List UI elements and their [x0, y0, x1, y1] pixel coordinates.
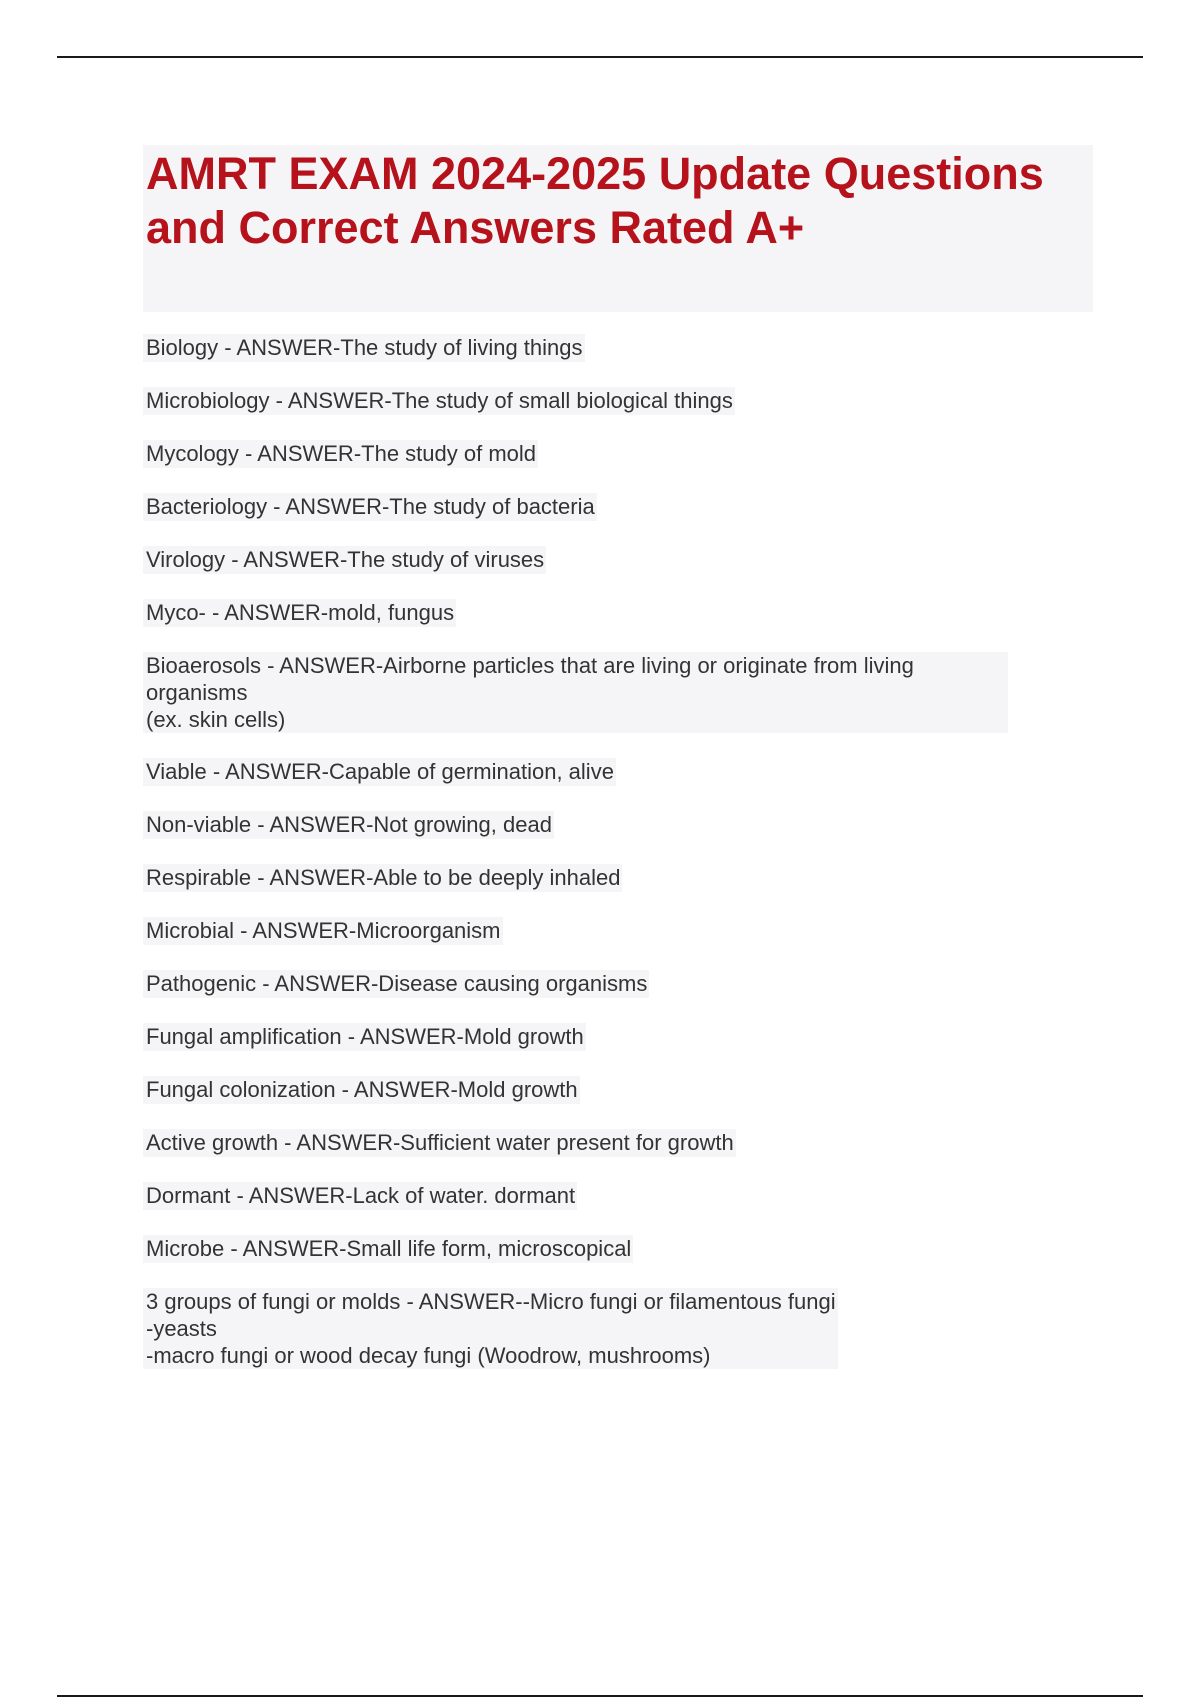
qa-row [143, 786, 1093, 839]
qa-entry: Dormant - ANSWER-Lack of water. dormant [143, 1182, 577, 1210]
qa-row [143, 468, 1093, 521]
qa-row [143, 627, 1093, 733]
qa-entry: Biology - ANSWER-The study of living things [143, 334, 585, 362]
qa-entry: Non-viable - ANSWER-Not growing, dead [143, 811, 554, 839]
qa-row [143, 521, 1093, 574]
qa-entry: 3 groups of fungi or molds - ANSWER--Micro fungi or filamentous fungi -yeasts -macro fungi or wood decay fungi (Woodrow, mushrooms) [143, 1288, 838, 1369]
qa-row [143, 839, 1093, 892]
qa-entry: Fungal colonization - ANSWER-Mold growth [143, 1076, 580, 1104]
qa-entry: Bioaerosols - ANSWER-Airborne particles that are living or originate from living organisms (ex. skin cells) [143, 652, 1008, 733]
qa-entry: Bacteriology - ANSWER-The study of bacteria [143, 493, 597, 521]
qa-entry: Mycology - ANSWER-The study of mold [143, 440, 538, 468]
qa-entry: Viable - ANSWER-Capable of germination, alive [143, 758, 616, 786]
qa-row [143, 312, 1093, 362]
document-title: AMRT EXAM 2024-2025 Update Questions and Correct Answers Rated A+ [146, 148, 1044, 253]
qa-entry: Fungal amplification - ANSWER-Mold growth [143, 1023, 586, 1051]
qa-row [143, 574, 1093, 627]
qa-row [143, 892, 1093, 945]
qa-row [143, 1157, 1093, 1210]
qa-entry: Virology - ANSWER-The study of viruses [143, 546, 546, 574]
qa-row [143, 1051, 1093, 1104]
qa-entry: Microbe - ANSWER-Small life form, microscopical [143, 1235, 633, 1263]
qa-row [143, 362, 1093, 415]
qa-entry: Myco- - ANSWER-mold, fungus [143, 599, 456, 627]
qa-row [143, 998, 1093, 1051]
top-rule [57, 56, 1143, 58]
qa-entry: Microbiology - ANSWER-The study of small biological things [143, 387, 735, 415]
qa-row [143, 1104, 1093, 1157]
qa-entry: Active growth - ANSWER-Sufficient water present for growth [143, 1129, 736, 1157]
qa-row [143, 945, 1093, 998]
qa-row [143, 1210, 1093, 1263]
qa-row [143, 1263, 1093, 1369]
qa-entry: Pathogenic - ANSWER-Disease causing organisms [143, 970, 649, 998]
qa-entry: Microbial - ANSWER-Microorganism [143, 917, 503, 945]
bottom-rule [57, 1695, 1143, 1697]
qa-entry: Respirable - ANSWER-Able to be deeply inhaled [143, 864, 622, 892]
qa-row [143, 415, 1093, 468]
qa-list [143, 312, 1093, 1369]
qa-row [143, 733, 1093, 786]
title-block [143, 145, 1093, 312]
document-body [143, 145, 1093, 1369]
